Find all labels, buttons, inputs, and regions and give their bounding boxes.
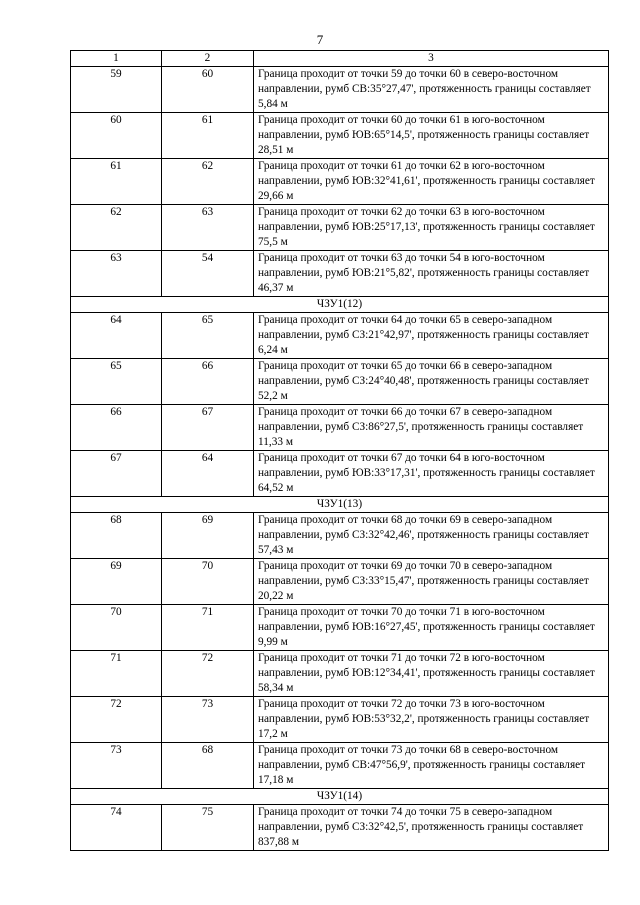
point-from-cell: 60 bbox=[71, 113, 162, 159]
table-header-row bbox=[71, 51, 609, 67]
section-row bbox=[71, 789, 609, 805]
table-row bbox=[71, 605, 609, 651]
table-row bbox=[71, 251, 609, 297]
table-row bbox=[71, 113, 609, 159]
boundary-description-cell: Граница проходит от точки 59 до точки 60 в северо-восточном направлении, румб СВ:35°27,47', протяженность границы составляет 5,84 м bbox=[254, 67, 609, 113]
column-header-2: 2 bbox=[162, 51, 254, 67]
point-from-cell: 70 bbox=[71, 605, 162, 651]
point-to-cell: 75 bbox=[162, 805, 254, 851]
table-row bbox=[71, 451, 609, 497]
section-label: ЧЗУ1(13) bbox=[71, 497, 609, 513]
table-row bbox=[71, 67, 609, 113]
point-from-cell: 67 bbox=[71, 451, 162, 497]
section-label: ЧЗУ1(14) bbox=[71, 789, 609, 805]
point-from-cell: 63 bbox=[71, 251, 162, 297]
boundary-table bbox=[70, 50, 609, 851]
boundary-description-cell: Граница проходит от точки 65 до точки 66 в северо-западном направлении, румб СЗ:24°40,48', протяженность границы составляет 52,2 м bbox=[254, 359, 609, 405]
table-row bbox=[71, 697, 609, 743]
point-from-cell: 73 bbox=[71, 743, 162, 789]
point-to-cell: 66 bbox=[162, 359, 254, 405]
boundary-description-cell: Граница проходит от точки 68 до точки 69 в северо-западном направлении, румб СЗ:32°42,46', протяженность границы составляет 57,43 м bbox=[254, 513, 609, 559]
point-from-cell: 65 bbox=[71, 359, 162, 405]
point-from-cell: 61 bbox=[71, 159, 162, 205]
point-to-cell: 72 bbox=[162, 651, 254, 697]
table-row bbox=[71, 405, 609, 451]
point-from-cell: 59 bbox=[71, 67, 162, 113]
table-row bbox=[71, 743, 609, 789]
point-to-cell: 71 bbox=[162, 605, 254, 651]
point-from-cell: 74 bbox=[71, 805, 162, 851]
table-row bbox=[71, 205, 609, 251]
point-to-cell: 54 bbox=[162, 251, 254, 297]
table-row bbox=[71, 359, 609, 405]
boundary-description-cell: Граница проходит от точки 72 до точки 73 в юго-восточном направлении, румб ЮВ:53°32,2', протяженность границы составляет 17,2 м bbox=[254, 697, 609, 743]
column-header-1: 1 bbox=[71, 51, 162, 67]
table-row bbox=[71, 651, 609, 697]
table-row bbox=[71, 805, 609, 851]
point-from-cell: 68 bbox=[71, 513, 162, 559]
table-row bbox=[71, 313, 609, 359]
point-to-cell: 65 bbox=[162, 313, 254, 359]
section-row bbox=[71, 497, 609, 513]
table-row bbox=[71, 513, 609, 559]
boundary-description-cell: Граница проходит от точки 70 до точки 71 в юго-восточном направлении, румб ЮВ:16°27,45', протяженность границы составляет 9,99 м bbox=[254, 605, 609, 651]
point-to-cell: 69 bbox=[162, 513, 254, 559]
boundary-description-cell: Граница проходит от точки 61 до точки 62 в юго-восточном направлении, румб ЮВ:32°41,61', протяженность границы составляет 29,66 м bbox=[254, 159, 609, 205]
boundary-description-cell: Граница проходит от точки 74 до точки 75 в северо-западном направлении, румб СЗ:32°42,5', протяженность границы составляет 837,88 м bbox=[254, 805, 609, 851]
point-from-cell: 64 bbox=[71, 313, 162, 359]
boundary-description-cell: Граница проходит от точки 73 до точки 68 в северо-восточном направлении, румб СВ:47°56,9', протяженность границы составляет 17,18 м bbox=[254, 743, 609, 789]
point-from-cell: 62 bbox=[71, 205, 162, 251]
point-to-cell: 63 bbox=[162, 205, 254, 251]
page-number: 7 bbox=[316, 32, 324, 47]
table-row bbox=[71, 159, 609, 205]
boundary-description-cell: Граница проходит от точки 71 до точки 72 в юго-восточном направлении, румб ЮВ:12°34,41', протяженность границы составляет 58,34 м bbox=[254, 651, 609, 697]
boundary-description-cell: Граница проходит от точки 69 до точки 70 в северо-западном направлении, румб СЗ:33°15,47', протяженность границы составляет 20,22 м bbox=[254, 559, 609, 605]
boundary-description-cell: Граница проходит от точки 62 до точки 63 в юго-восточном направлении, румб ЮВ:25°17,13', протяженность границы составляет 75,5 м bbox=[254, 205, 609, 251]
point-to-cell: 67 bbox=[162, 405, 254, 451]
point-from-cell: 71 bbox=[71, 651, 162, 697]
section-row bbox=[71, 297, 609, 313]
boundary-description-cell: Граница проходит от точки 64 до точки 65 в северо-западном направлении, румб СЗ:21°42,97', протяженность границы составляет 6,24 м bbox=[254, 313, 609, 359]
boundary-description-cell: Граница проходит от точки 60 до точки 61 в юго-восточном направлении, румб ЮВ:65°14,5', протяженность границы составляет 28,51 м bbox=[254, 113, 609, 159]
point-to-cell: 61 bbox=[162, 113, 254, 159]
boundary-description-cell: Граница проходит от точки 63 до точки 54 в юго-восточном направлении, румб ЮВ:21°5,82', протяженность границы составляет 46,37 м bbox=[254, 251, 609, 297]
section-label: ЧЗУ1(12) bbox=[71, 297, 609, 313]
point-to-cell: 60 bbox=[162, 67, 254, 113]
point-from-cell: 69 bbox=[71, 559, 162, 605]
table-body bbox=[71, 51, 609, 851]
point-to-cell: 64 bbox=[162, 451, 254, 497]
boundary-description-cell: Граница проходит от точки 66 до точки 67 в северо-западном направлении, румб СЗ:86°27,5', протяженность границы составляет 11,33 м bbox=[254, 405, 609, 451]
point-from-cell: 66 bbox=[71, 405, 162, 451]
point-from-cell: 72 bbox=[71, 697, 162, 743]
point-to-cell: 62 bbox=[162, 159, 254, 205]
table-row bbox=[71, 559, 609, 605]
boundary-description-cell: Граница проходит от точки 67 до точки 64 в юго-восточном направлении, румб ЮВ:33°17,31', протяженность границы составляет 64,52 м bbox=[254, 451, 609, 497]
point-to-cell: 73 bbox=[162, 697, 254, 743]
point-to-cell: 68 bbox=[162, 743, 254, 789]
point-to-cell: 70 bbox=[162, 559, 254, 605]
column-header-3: 3 bbox=[254, 51, 609, 67]
